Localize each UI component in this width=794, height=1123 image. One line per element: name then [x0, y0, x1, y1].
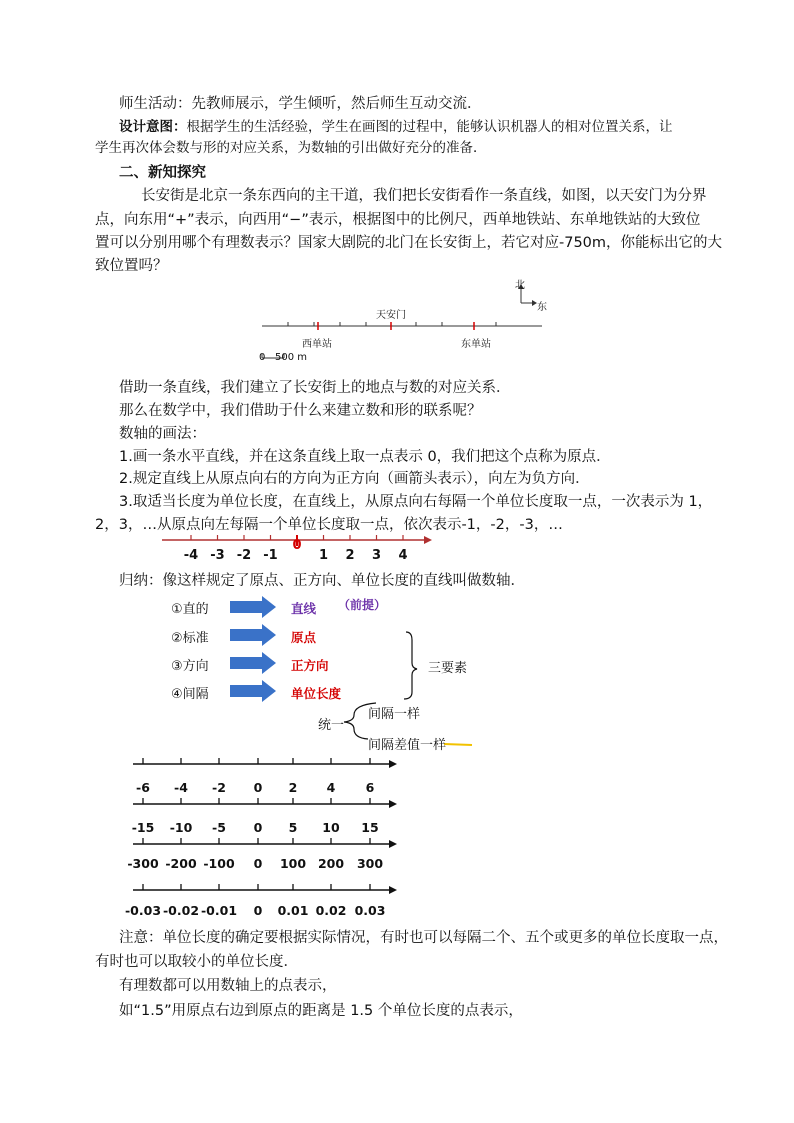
number-line-label: -200 — [165, 856, 197, 871]
number-line-label: -6 — [136, 780, 150, 795]
concept-result: 直线 — [291, 601, 317, 616]
highlight-mark — [444, 744, 472, 745]
correspondence-text: 借助一条直线，我们建立了长安街上的地点与数的对应关系． — [119, 380, 511, 396]
concept-item: ④间隔 — [171, 687, 209, 702]
right-arrow-icon — [230, 652, 276, 674]
number-line-label: 0 — [253, 903, 263, 918]
example-text: 如“1.5”用原点右边到原点的距离是 1.5 个单位长度的点表示， — [119, 1003, 523, 1019]
north-label: 北 — [515, 280, 525, 291]
intro-line1: 长安街是北京一条东西向的主干道，我们把长安街看作一条直线，如图，以天安门为分界 — [141, 188, 707, 204]
note-line2: 有时也可以取较小的单位长度． — [95, 954, 298, 970]
demo-axis-label: 2 — [345, 548, 355, 563]
same-difference-label: 间隔差值一样 — [368, 738, 447, 753]
design-intent-text: 根据学生的生活经验，学生在画图的过程中，能够认识机器人的相对位置关系，让 — [186, 119, 673, 135]
unity-label: 统一 — [318, 718, 345, 733]
tiananmen-label: 天安门 — [376, 310, 406, 321]
scale-zero-label: 0 — [259, 352, 266, 363]
number-line-label: -300 — [127, 856, 159, 871]
number-line-label: 200 — [317, 856, 345, 871]
demo-axis-label: -1 — [263, 548, 278, 563]
design-intent-line2: 学生再次体会数与形的对应关系，为数轴的引出做好充分的准备． — [95, 140, 487, 156]
demo-axis-label: 1 — [318, 548, 329, 563]
concept-item: ②标准 — [171, 631, 209, 646]
demo-axis-label: -2 — [236, 548, 252, 563]
design-intent-line1 — [119, 117, 673, 137]
section-heading: 二、新知探究 — [119, 165, 206, 181]
intro-line3: 置可以分别用哪个有理数表示？国家大剧院的北门在长安街上，若它对应-750m，你能标出它的大 — [95, 235, 723, 251]
number-line-label: -0.03 — [124, 903, 162, 918]
concept-result: 单位长度 — [291, 686, 342, 701]
number-line-label: -100 — [203, 856, 235, 871]
three-elements-brace — [404, 632, 417, 699]
step-2: 2.规定直线上从原点向右的方向为正方向（画箭头表示），向左为负方向． — [119, 471, 590, 487]
number-line-label: -2 — [212, 780, 226, 795]
number-line-label: -5 — [212, 820, 226, 835]
step-3-line2: 2，3，…从原点向左每隔一个单位长度取一点，依次表示-1，-2，-3，… — [95, 517, 563, 533]
concept-result: 原点 — [291, 630, 317, 645]
intro-line2: 点，向东用“+”表示，向西用“−”表示，根据图中的比例尺，西单地铁站、东单地铁站的大致位 — [95, 212, 701, 228]
number-line-label: -4 — [174, 780, 188, 795]
number-line-label: 0 — [253, 780, 263, 795]
right-arrow-icon — [230, 624, 276, 646]
step-1: 1.画一条水平直线，并在这条直线上取一点表示 0，我们把这个点称为原点． — [119, 449, 611, 465]
activity-text: 师生活动：先教师展示，学生倾听，然后师生互动交流． — [119, 96, 482, 112]
number-line-label: -15 — [131, 820, 155, 835]
demo-axis-label: 3 — [371, 548, 382, 563]
number-line-label: -0.01 — [200, 903, 238, 918]
demo-axis-label: -4 — [183, 548, 199, 563]
number-line-label: 0.02 — [315, 903, 347, 918]
number-line-label: 2 — [288, 780, 298, 795]
demo-axis-label: 0 — [292, 538, 302, 553]
number-line — [125, 881, 405, 899]
scale-500-label: 500 m — [275, 352, 308, 363]
number-line-label: 4 — [326, 780, 336, 795]
east-label: 东 — [537, 302, 547, 313]
number-line — [125, 835, 405, 853]
summary-text: 归纳：像这样规定了原点、正方向、单位长度的直线叫做数轴． — [119, 573, 525, 589]
number-line-label: 0 — [253, 820, 263, 835]
method-heading: 数轴的画法： — [119, 426, 206, 442]
axis-arrowhead — [389, 800, 397, 808]
number-line-label: 0 — [253, 856, 263, 871]
number-line-label: -0.02 — [162, 903, 200, 918]
rational-text: 有理数都可以用数轴上的点表示， — [119, 978, 337, 994]
premise-label: （前提） — [338, 598, 387, 612]
number-line-label: 10 — [322, 820, 340, 835]
right-arrow-icon — [230, 680, 276, 702]
number-line-label: 5 — [288, 820, 298, 835]
right-arrow-icon — [230, 596, 276, 618]
intro-line4: 致位置吗？ — [95, 258, 168, 274]
number-line — [125, 755, 405, 773]
design-intent-label: 设计意图： — [119, 119, 187, 135]
same-interval-label: 间隔一样 — [368, 707, 421, 722]
number-line-label: -10 — [169, 820, 193, 835]
step-3-line1: 3.取适当长度为单位长度，在直线上，从原点向右每隔一个单位长度取一点，一次表示为 1， — [119, 494, 713, 510]
number-line-label: 100 — [279, 856, 307, 871]
number-line-label: 6 — [365, 780, 375, 795]
three-elements-label: 三要素 — [428, 661, 468, 676]
number-line — [125, 795, 405, 813]
concept-result: 正方向 — [291, 658, 329, 673]
number-line-label: 300 — [356, 856, 384, 871]
number-line-label: 0.03 — [354, 903, 386, 918]
axis-arrowhead — [389, 886, 397, 894]
axis-arrowhead — [389, 760, 397, 768]
note-line1: 注意：单位长度的确定要根据实际情况，有时也可以每隔二个、五个或更多的单位长度取一点， — [119, 930, 728, 946]
demo-axis-label: 4 — [398, 548, 408, 563]
concept-item: ③方向 — [171, 659, 209, 674]
concept-item: ①直的 — [171, 602, 209, 617]
axis-arrowhead — [389, 840, 397, 848]
question-text: 那么在数学中，我们借助于什么来建立数和形的联系呢？ — [119, 403, 482, 419]
number-line-label: 15 — [361, 820, 379, 835]
xidan-label: 西单站 — [302, 339, 332, 350]
demo-axis-label: -3 — [210, 548, 225, 563]
dongdan-label: 东单站 — [461, 339, 491, 350]
axis-arrowhead — [424, 536, 432, 544]
number-line-label: 0.01 — [277, 903, 309, 918]
